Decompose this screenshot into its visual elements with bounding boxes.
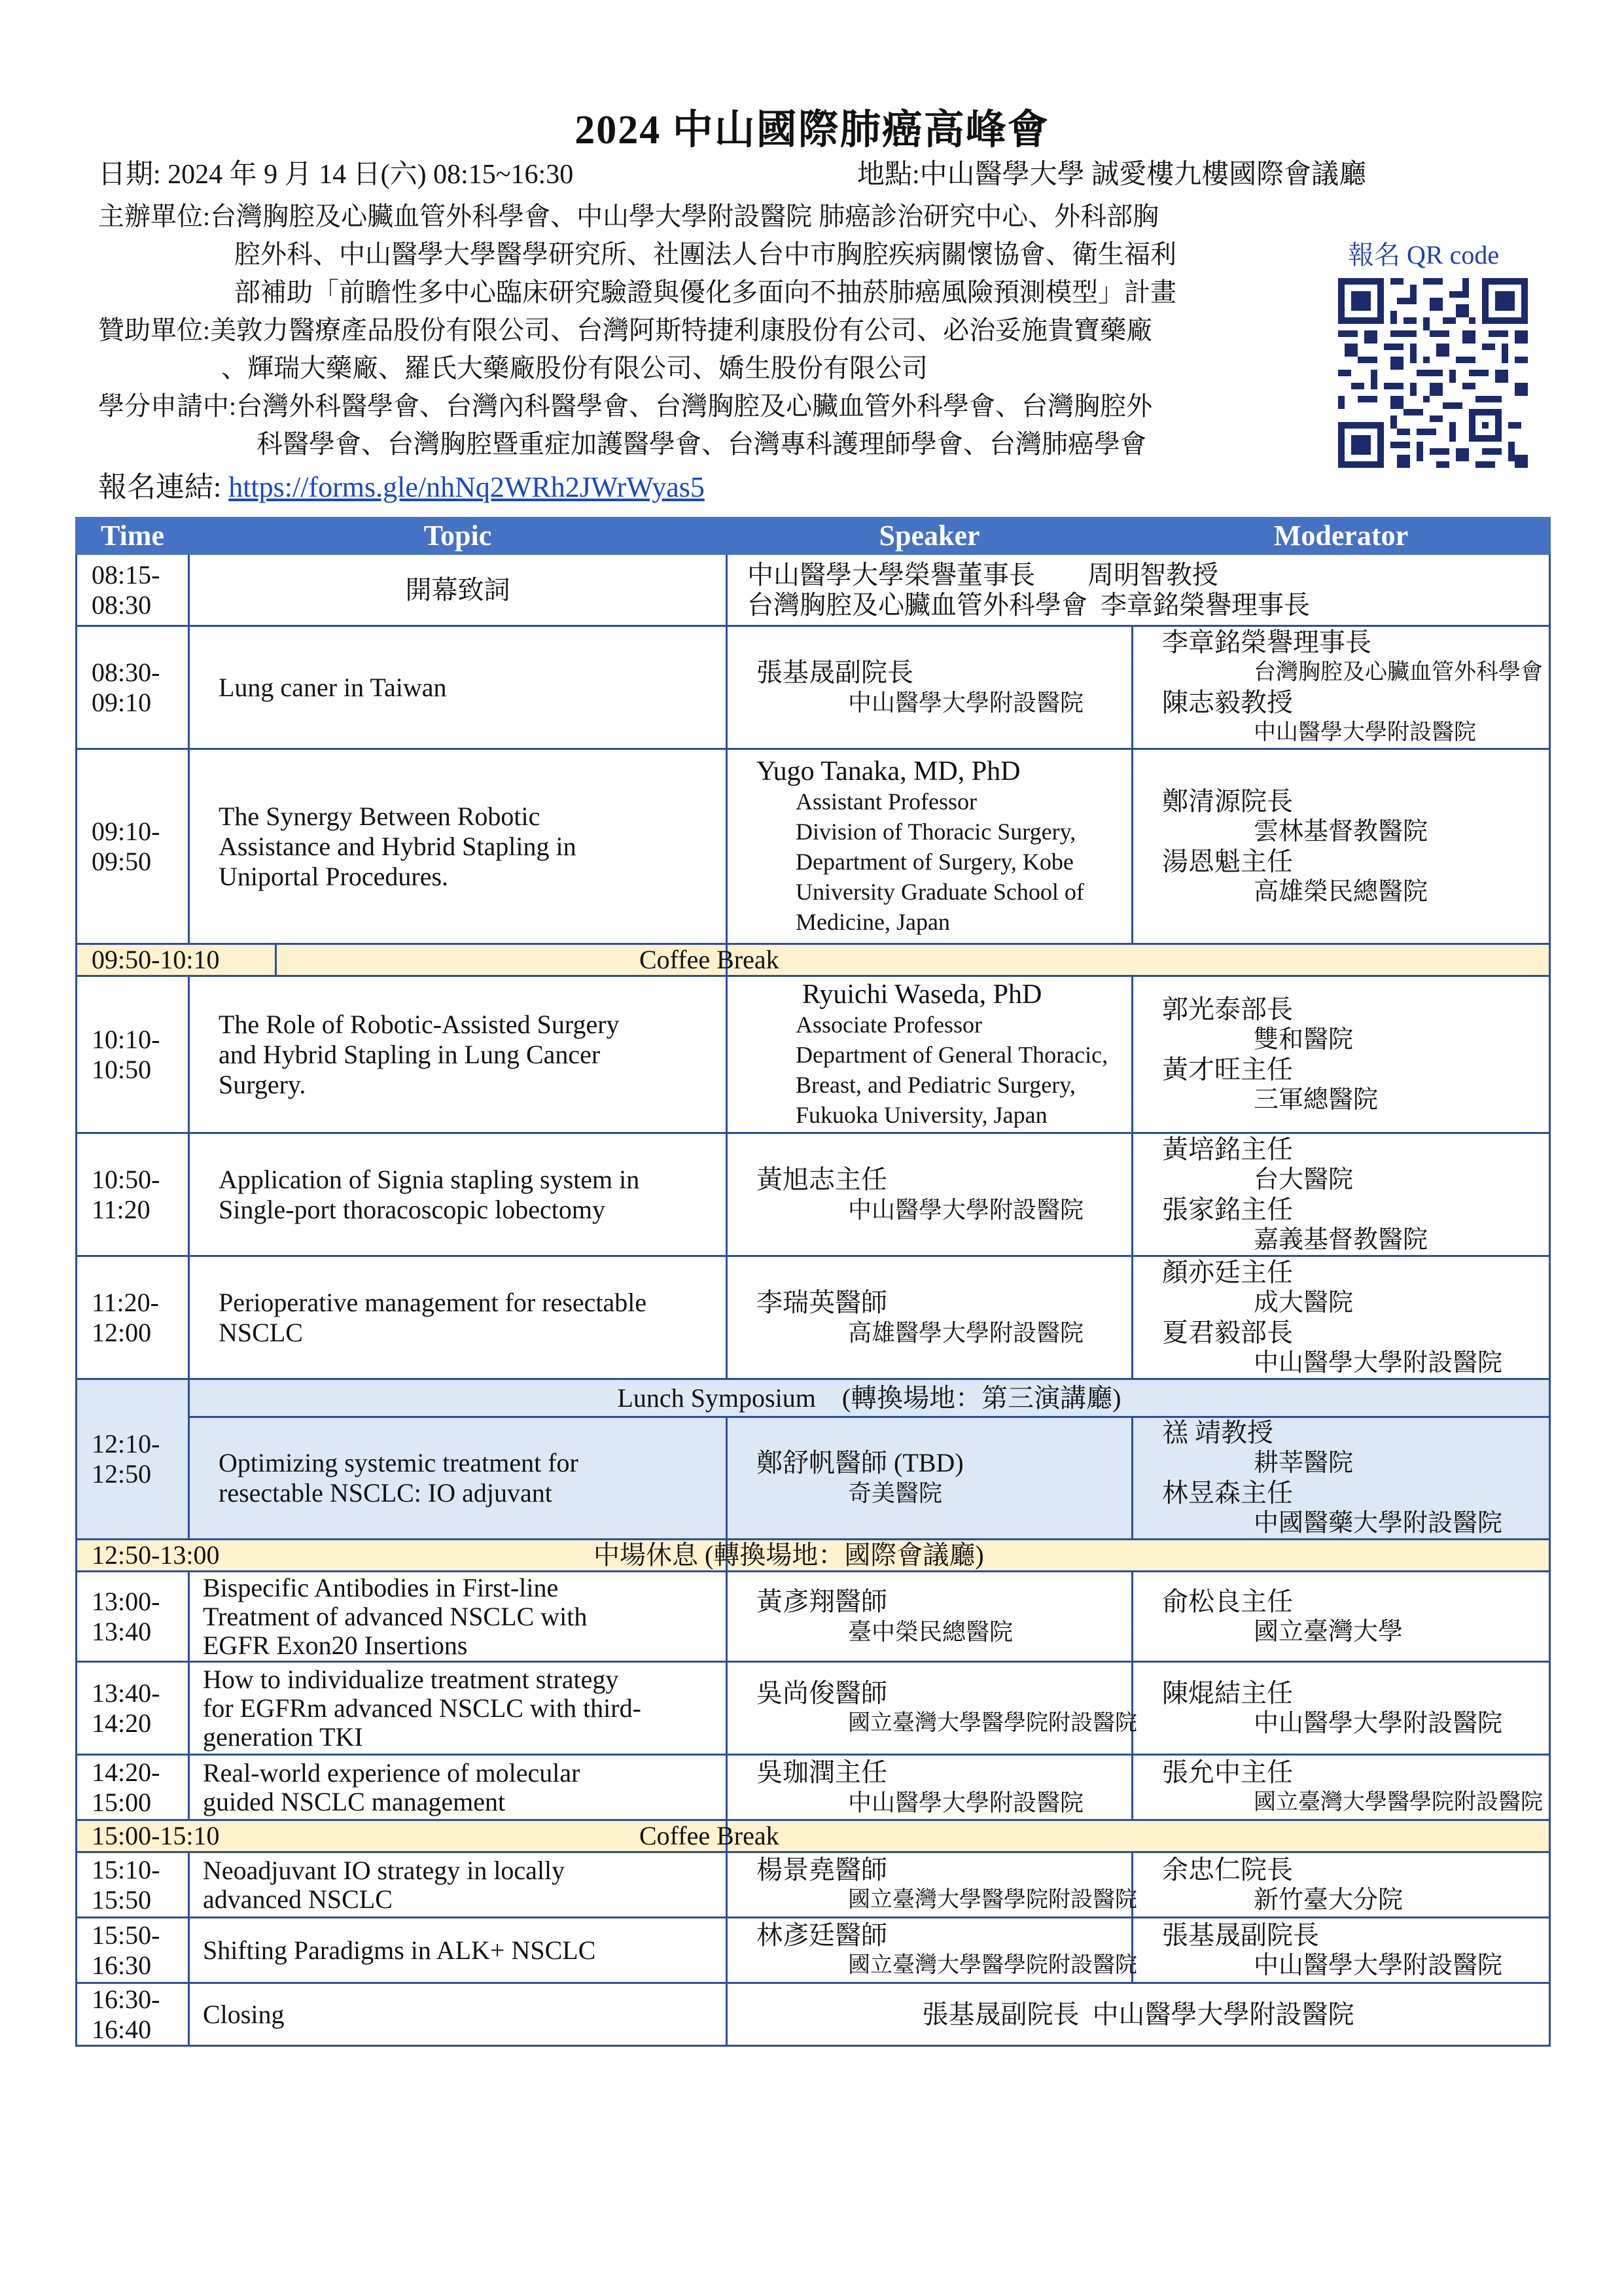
sponsors-line-2: 、輝瑞大藥廠、羅氏大藥廠股份有限公司、嬌生股份有限公司 (221, 353, 928, 383)
moderator-cell: 陳焜結主任 中山醫學大學附設醫院 (1133, 1662, 1550, 1755)
speaker-cell: 黃彥翔醫師 臺中榮民總醫院 (727, 1572, 1133, 1662)
moderator-cell: 張允中主任 國立臺灣大學醫學院附設醫院 (1133, 1755, 1550, 1820)
lunch-header-row (77, 1379, 1550, 1417)
table-header-row (77, 518, 1550, 554)
speaker-cell: 林彥廷醫師 國立臺灣大學醫學院附設醫院 (727, 1918, 1133, 1983)
topic-cell: Bispecific Antibodies in First-line Treatment of advanced NSCLC with EGFR Exon20 Insertions (189, 1572, 727, 1662)
organizers-line-1: 主辦單位:台灣胸腔及心臟血管外科學會、中山學大學附設醫院 肺癌診治研究中心、外科部胸 (98, 198, 1159, 236)
table-row (77, 1755, 1550, 1820)
header-time: Time (77, 518, 189, 554)
topic-cell: Closing (189, 1983, 727, 2046)
organizers-line-2: 腔外科、中山醫學大學醫學研究所、社團法人台中市胸腔疾病關懷協會、衛生福利 (234, 239, 1176, 269)
header-topic: Topic (189, 518, 727, 554)
time-cell: 15:10- 15:50 (77, 1852, 189, 1918)
credits-label: 學分申請中: (98, 391, 237, 421)
topic-cell: Application of Signia stapling system in Single-port thoracoscopic lobectomy (189, 1133, 727, 1256)
speaker-cell: 張基晟副院長 中山醫學大學附設醫院 (727, 626, 1133, 749)
topic-cell: 開幕致詞 (189, 554, 727, 626)
organizers-label: 主辦單位: (98, 202, 211, 231)
break-label-cell: Coffee Break (727, 944, 1550, 976)
speaker-cell: 中山醫學大學榮譽董事長 周明智教授 台灣胸腔及心臟血管外科學會 李章銘榮譽理事長 (727, 554, 1550, 626)
moderator-cell: 李章銘榮譽理事長 台灣胸腔及心臟血管外科學會 陳志毅教授 中山醫學大學附設醫院 (1133, 626, 1550, 749)
time-cell: 15:50- 16:30 (77, 1918, 189, 1983)
time-cell: 12:10- 12:50 (77, 1379, 189, 1540)
time-cell: 10:50- 11:20 (77, 1133, 189, 1256)
registration-link[interactable]: https://forms.gle/nhNq2WRh2JWrWyas5 (228, 471, 705, 503)
topic-cell: Shifting Paradigms in ALK+ NSCLC (189, 1918, 727, 1983)
table-row (77, 554, 1550, 626)
topic-cell: Perioperative management for resectable NSCLC (189, 1256, 727, 1379)
event-venue: 地點:中山醫學大學 誠愛樓九樓國際會議廳 (857, 160, 1367, 190)
time-cell: 16:30- 16:40 (77, 1983, 189, 2046)
break-label-cell: 中場休息 (轉換場地：國際會議廳) (727, 1540, 1550, 1572)
table-row (77, 1983, 1550, 2046)
moderator-cell: 俞松良主任 國立臺灣大學 (1133, 1572, 1550, 1662)
lunch-header: Lunch Symposium (轉換場地：第三演講廳) (189, 1379, 1550, 1417)
credits-line-2: 科醫學會、台灣胸腔暨重症加護醫學會、台灣專科護理師學會、台灣肺癌學會 (256, 429, 1146, 459)
table-row (77, 1820, 1550, 1852)
time-cell: 10:10- 10:50 (77, 976, 189, 1133)
moderator-cell: 郭光泰部長 雙和醫院 黃才旺主任 三軍總醫院 (1133, 976, 1550, 1133)
sponsors-line-1: 贊助單位:美敦力醫療產品股份有限公司、台灣阿斯特捷利康股份有公司、必治妥施貴寶藥廠 (98, 311, 1152, 349)
speaker-cell: 楊景堯醫師 國立臺灣大學醫學院附設醫院 (727, 1852, 1133, 1918)
table-row (77, 1852, 1550, 1918)
moderator-cell: 鄭清源院長 雲林基督教醫院 湯恩魁主任 高雄榮民總醫院 (1133, 749, 1550, 944)
time-cell: 13:00- 13:40 (77, 1572, 189, 1662)
time-cell: 14:20- 15:00 (77, 1755, 189, 1820)
table-row (77, 1572, 1550, 1662)
table-row (77, 1133, 1550, 1256)
header-speaker: Speaker (727, 518, 1133, 554)
moderator-cell: 張基晟副院長 中山醫學大學附設醫院 (1133, 1918, 1550, 1983)
speaker-cell: 李瑞英醫師 高雄醫學大學附設醫院 (727, 1256, 1133, 1379)
table-row (77, 1662, 1550, 1755)
page-title: 2024 中山國際肺癌高峰會 (574, 108, 1050, 152)
break-cell: 09:50-10:10 (77, 944, 727, 976)
moderator-cell: 黃培銘主任 台大醫院 張家銘主任 嘉義基督教醫院 (1133, 1133, 1550, 1256)
topic-cell: The Role of Robotic-Assisted Surgery and Hybrid Stapling in Lung Cancer Surgery. (189, 976, 727, 1133)
time-cell: 11:20- 12:00 (77, 1256, 189, 1379)
sponsors-label: 贊助單位: (98, 315, 211, 345)
time-cell: 13:40- 14:20 (77, 1662, 189, 1755)
table-row (77, 1540, 1550, 1572)
credits-line-1: 學分申請中:台灣外科醫學會、台灣內科醫學會、台灣胸腔及心臟血管外科學會、台灣胸腔外 (98, 387, 1152, 425)
organizers-line-3: 部補助「前瞻性多中心臨床研究驗證與優化多面向不抽菸肺癌風險預測模型」計畫 (234, 277, 1176, 307)
table-row (77, 749, 1550, 944)
moderator-cell: 顏亦廷主任 成大醫院 夏君毅部長 中山醫學大學附設醫院 (1133, 1256, 1550, 1379)
break-label-cell: Coffee Break (727, 1820, 1550, 1852)
event-date: 日期: 2024 年 9 月 14 日(六) 08:15~16:30 (98, 160, 574, 190)
qr-label: 報名 QR code (1348, 240, 1500, 270)
break-time-cell: 15:00-15:10 (77, 1820, 727, 1852)
registration-label: 報名連結: (98, 471, 229, 503)
topic-cell: The Synergy Between Robotic Assistance and Hybrid Stapling in Uniportal Procedures. (189, 749, 727, 944)
moderator-cell: 禚 靖教授 耕莘醫院 林昱森主任 中國醫藥大學附設醫院 (1133, 1417, 1550, 1540)
topic-cell: Optimizing systemic treatment for resectable NSCLC: IO adjuvant (189, 1417, 727, 1540)
schedule-table (75, 517, 1551, 2047)
table-row (77, 976, 1550, 1133)
topic-cell: Neoadjuvant IO strategy in locally advanced NSCLC (189, 1852, 727, 1918)
time-cell: 08:30- 09:10 (77, 626, 189, 749)
speaker-cell: 鄭舒帆醫師 (TBD) 奇美醫院 (727, 1417, 1133, 1540)
speaker-cell: 吳珈潤主任 中山醫學大學附設醫院 (727, 1755, 1133, 1820)
registration-line (98, 463, 705, 505)
time-cell: 09:10- 09:50 (77, 749, 189, 944)
table-row (77, 626, 1550, 749)
speaker-cell: 黃旭志主任 中山醫學大學附設醫院 (727, 1133, 1133, 1256)
topic-cell: How to individualize treatment strategy for EGFRm advanced NSCLC with third- generation TKI (189, 1662, 727, 1755)
speaker-cell: Ryuichi Waseda, PhD Associate Professor Department of General Thoracic, Breast, and Pediatric Surgery, Fukuoka University, Japan (727, 976, 1133, 1133)
header-moderator: Moderator (1133, 518, 1550, 554)
moderator-cell: 余忠仁院長 新竹臺大分院 (1133, 1852, 1550, 1918)
closing-speaker-cell: 張基晟副院長 中山醫學大學附設醫院 (727, 1983, 1550, 2046)
speaker-cell: 吳尚俊醫師 國立臺灣大學醫學院附設醫院 (727, 1662, 1133, 1755)
table-row (77, 1918, 1550, 1983)
qr-code-icon[interactable] (1338, 278, 1528, 468)
break-time-cell: 12:50-13:00 (77, 1540, 727, 1572)
table-row (77, 1256, 1550, 1379)
topic-cell: Lung caner in Taiwan (189, 626, 727, 749)
table-row (77, 1417, 1550, 1540)
speaker-cell: Yugo Tanaka, MD, PhD Assistant Professor Division of Thoracic Surgery, Department of Surgery, Kobe University Graduate School of Medicine, Japan (727, 749, 1133, 944)
topic-cell: Real-world experience of molecular guided NSCLC management (189, 1755, 727, 1820)
table-row (77, 944, 1550, 976)
time-cell: 08:15- 08:30 (77, 554, 189, 626)
